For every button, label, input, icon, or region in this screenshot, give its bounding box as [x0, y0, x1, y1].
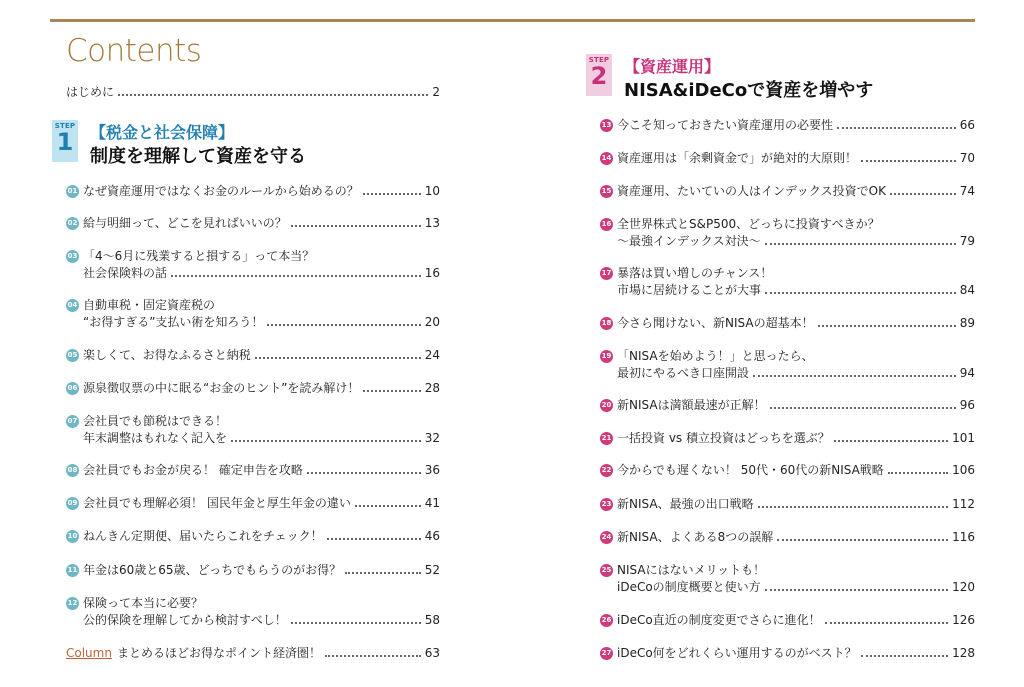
- leader-dots: [861, 655, 948, 657]
- toc-entry-line: [83, 413, 440, 429]
- toc-entry-line: [617, 462, 975, 478]
- page-number: 84: [959, 283, 975, 297]
- toc-entry-title: 年末調整はもれなく記入を: [83, 431, 228, 445]
- leader-dots: [765, 292, 956, 294]
- toc-entry[interactable]: [66, 562, 440, 579]
- leader-dots: [255, 357, 421, 359]
- page-number: 58: [424, 613, 440, 627]
- toc-entry-line: [617, 579, 975, 595]
- step-word: STEP: [588, 56, 610, 64]
- chapter-number-badge: 17: [600, 267, 613, 280]
- toc-entry-text: [83, 297, 440, 330]
- leader-dots: [231, 440, 421, 442]
- chapter-number-badge: 23: [600, 498, 613, 511]
- leader-dots: [890, 193, 956, 195]
- toc-entry[interactable]: [600, 612, 975, 629]
- chapter-number-badge: 04: [66, 299, 79, 312]
- chapter-number-badge: 22: [600, 464, 613, 477]
- toc-entry[interactable]: [66, 495, 440, 512]
- page-number: 94: [959, 366, 975, 380]
- toc-entry-text: [617, 430, 975, 446]
- chapter-number-badge: 08: [66, 464, 79, 477]
- leader-dots: [291, 225, 421, 227]
- toc-entry-line: [83, 314, 440, 330]
- toc-entry-title: 「4〜6月に残業すると損する」って本当？: [83, 249, 315, 263]
- toc-entry-line: [83, 495, 440, 511]
- toc-entry[interactable]: [66, 413, 440, 447]
- chapter-number-badge: 12: [66, 597, 79, 610]
- step-number: 1: [56, 128, 74, 156]
- toc-entry-title: 会社員でも理解必須！ 国民年金と厚生年金の違い: [83, 496, 351, 510]
- toc-entry-line: [617, 117, 975, 133]
- page-number: 66: [959, 118, 975, 132]
- leader-dots: [777, 539, 948, 541]
- leader-dots: [171, 275, 421, 277]
- chapter-number-badge: 15: [600, 185, 613, 198]
- page-number: 24: [424, 348, 440, 362]
- toc-entry-line: [617, 183, 975, 199]
- toc-entry-text: [617, 150, 975, 166]
- toc-entry-title: NISAにはないメリットも！: [617, 563, 766, 577]
- toc-entry-title: 会社員でも節税はできる！: [83, 414, 228, 428]
- toc-entry-line: [83, 215, 440, 231]
- toc-entry[interactable]: [66, 462, 440, 479]
- toc-entry-title: 一括投資 vs 積立投資はどっちを選ぶ？: [617, 431, 830, 445]
- leader-dots: [770, 407, 956, 409]
- toc-entry-text: [617, 348, 975, 381]
- toc-entry-line: [617, 150, 975, 166]
- toc-entry-line: [617, 348, 975, 364]
- toc-entry-text: [83, 183, 440, 199]
- leader-dots: [325, 655, 421, 657]
- leader-dots: [355, 505, 421, 507]
- toc-entry-title: 自動車税・固定資産税の: [83, 298, 216, 312]
- page-number: 120: [952, 580, 975, 594]
- toc-entry-line: [83, 528, 440, 544]
- intro-title: はじめに: [66, 85, 115, 99]
- top-rule: [50, 19, 975, 22]
- chapter-number-badge: 18: [600, 317, 613, 330]
- toc-entry-title: 全世界株式とS&P500、どっちに投資すべきか？: [617, 217, 880, 231]
- toc-entry-line: [83, 297, 440, 313]
- step2-header: [586, 54, 966, 104]
- toc-entry-text: [83, 248, 440, 281]
- toc-entry-line: [617, 645, 975, 661]
- toc-entry-title: 今さら聞けない、新NISAの超基本！: [617, 316, 814, 330]
- toc-entry[interactable]: [600, 265, 975, 299]
- page-number: 74: [959, 184, 975, 198]
- leader-dots: [765, 243, 956, 245]
- toc-entry[interactable]: [66, 380, 440, 397]
- toc-entry-line: [83, 612, 440, 628]
- toc-entry[interactable]: [600, 529, 975, 546]
- column-title: まとめるほどお得なポイント経済圏！: [116, 646, 321, 660]
- toc-entry[interactable]: [600, 348, 975, 382]
- page-number: 20: [424, 315, 440, 329]
- toc-entry-line: [83, 248, 440, 264]
- toc-entry-title: 社会保険料の話: [83, 266, 168, 280]
- toc-entry-title: iDeCoの制度概要と使い方: [617, 580, 761, 594]
- toc-entry-title: 〜最強インデックス対決〜: [617, 234, 761, 248]
- step2-badge: [586, 54, 612, 96]
- toc-entry-line: [617, 282, 975, 298]
- leader-dots: [888, 472, 948, 474]
- toc-entry-text: [617, 315, 975, 331]
- toc-entry-text: [617, 462, 975, 478]
- toc-entry-title: 資産運用は「余剰資金で」が絶対的大原則！: [617, 151, 858, 165]
- toc-entry-title: 新NISA、よくある8つの誤解: [617, 530, 774, 544]
- toc-entry[interactable]: [66, 183, 440, 200]
- toc-entry[interactable]: [600, 315, 975, 332]
- toc-entry-line: [83, 562, 440, 578]
- page-number: 16: [424, 266, 440, 280]
- toc-entry-title: 給与明細って、どこを見ればいいの？: [83, 216, 287, 230]
- page-number: 116: [952, 530, 975, 544]
- toc-entry[interactable]: [66, 215, 440, 232]
- toc-entry-text: [617, 216, 975, 249]
- page-number: 10: [424, 184, 440, 198]
- step-word: STEP: [54, 122, 76, 130]
- toc-entry-title: ねんきん定期便、届いたらこれをチェック！: [83, 529, 323, 543]
- page-number: 63: [424, 646, 440, 660]
- step1-title: 制度を理解して資産を守る: [90, 146, 306, 167]
- toc-entry[interactable]: [600, 430, 975, 447]
- toc-entry-line: [83, 462, 440, 478]
- leader-dots: [753, 375, 956, 377]
- chapter-number-badge: 14: [600, 152, 613, 165]
- leader-dots: [307, 472, 421, 474]
- toc-entry-title: 資産運用、たいていの人はインデックス投資でOK: [617, 184, 886, 198]
- page-number: 46: [424, 529, 440, 543]
- toc-entry-title: iDeCo直近の制度変更でさらに進化！: [617, 613, 821, 627]
- page-number: 112: [952, 497, 975, 511]
- toc-entry[interactable]: [600, 462, 975, 479]
- page-number: 13: [424, 216, 440, 230]
- toc-entry[interactable]: [600, 150, 975, 167]
- toc-entry[interactable]: [66, 595, 440, 629]
- step1-badge: [52, 120, 78, 162]
- toc-entry-title: 新NISAは満額最速が正解！: [617, 398, 766, 412]
- page-number: 126: [952, 613, 975, 627]
- page-number: 106: [952, 463, 975, 477]
- toc-entry-line: [617, 233, 975, 249]
- toc-entry-line: [83, 265, 440, 281]
- page-number: 70: [959, 151, 975, 165]
- chapter-number-badge: 09: [66, 497, 79, 510]
- toc-entry-text: [617, 529, 975, 545]
- leader-dots: [291, 622, 421, 624]
- step-number: 2: [590, 62, 608, 90]
- page-number: 2: [432, 85, 440, 99]
- page-number: 52: [424, 563, 440, 577]
- toc-entry-title: なぜ資産運用ではなくお金のルールから始めるの？: [83, 184, 359, 198]
- leader-dots: [758, 506, 949, 508]
- toc-entry-title: iDeCo何をどれくらい運用するのがベスト？: [617, 646, 857, 660]
- toc-entry-text: [83, 347, 440, 363]
- page-number: 32: [424, 431, 440, 445]
- toc-entry-text: [617, 645, 975, 661]
- toc-entry-line: [617, 365, 975, 381]
- page-number: 96: [959, 398, 975, 412]
- toc-entry[interactable]: [600, 117, 975, 134]
- leader-dots: [345, 572, 421, 574]
- toc-entry-line: [83, 183, 440, 199]
- toc-entry[interactable]: [600, 216, 975, 250]
- chapter-number-badge: 25: [600, 564, 613, 577]
- toc-entry-text: [617, 183, 975, 199]
- chapter-number-badge: 27: [600, 647, 613, 660]
- toc-entry-title: 公的保険を理解してから検討すべし！: [83, 613, 287, 627]
- toc-entry-text: [83, 462, 440, 478]
- leader-dots: [363, 193, 421, 195]
- toc-entry-line: [617, 397, 975, 413]
- page-number: 101: [952, 431, 975, 445]
- leader-dots: [327, 538, 421, 540]
- toc-entry-title: 暴落は買い増しのチャンス！: [617, 266, 773, 280]
- step2-category: 【資産運用】: [624, 57, 721, 76]
- leader-dots: [118, 94, 428, 96]
- toc-entry-line: [617, 216, 975, 232]
- toc-entry-text: [83, 495, 440, 511]
- toc-entry-line: [617, 265, 975, 281]
- chapter-number-badge: 06: [66, 382, 79, 395]
- toc-entry-title: 最初にやるべき口座開設: [617, 366, 750, 380]
- toc-entry-title: 「NISAを始めよう！」と思ったら、: [617, 349, 814, 363]
- toc-entry-text: [83, 413, 440, 446]
- toc-entry-line: [617, 496, 975, 512]
- toc-entry[interactable]: [600, 183, 975, 200]
- chapter-number-badge: 02: [66, 217, 79, 230]
- page-number: 41: [424, 496, 440, 510]
- toc-entry[interactable]: [600, 645, 975, 662]
- page-number: 89: [959, 316, 975, 330]
- step1-header: [52, 120, 432, 170]
- leader-dots: [825, 622, 948, 624]
- column-label: Column: [66, 646, 112, 660]
- toc-entry-line: [617, 430, 975, 446]
- chapter-number-badge: 11: [66, 564, 79, 577]
- toc-entry-text: [83, 215, 440, 231]
- toc-entry-text: [617, 397, 975, 413]
- leader-dots: [818, 325, 956, 327]
- page-number: 36: [424, 463, 440, 477]
- chapter-number-badge: 16: [600, 218, 613, 231]
- chapter-number-badge: 05: [66, 349, 79, 362]
- leader-dots: [363, 390, 420, 392]
- toc-entry-title: 今こそ知っておきたい資産運用の必要性: [617, 118, 834, 132]
- toc-entry-title: “お得すぎる”支払い術を知ろう！: [83, 315, 264, 329]
- leader-dots: [861, 160, 956, 162]
- leader-dots: [837, 127, 956, 129]
- toc-entry-text: [617, 562, 975, 595]
- toc-entry-text: [617, 117, 975, 133]
- toc-entry-title: 新NISA、最強の出口戦略: [617, 497, 754, 511]
- chapter-number-badge: 01: [66, 185, 79, 198]
- chapter-number-badge: 07: [66, 415, 79, 428]
- leader-dots: [765, 589, 948, 591]
- toc-entry[interactable]: [66, 528, 440, 545]
- toc-entry-text: [83, 562, 440, 578]
- toc-entry-text: [617, 612, 975, 628]
- chapter-number-badge: 21: [600, 432, 613, 445]
- step1-category: 【税金と社会保障】: [90, 123, 235, 142]
- toc-entry-title: 今からでも遅くない！ 50代・60代の新NISA戦略: [617, 463, 884, 477]
- toc-entry-text: [617, 265, 975, 298]
- chapter-number-badge: 20: [600, 399, 613, 412]
- toc-entry-text: [83, 528, 440, 544]
- toc-entry[interactable]: [600, 562, 975, 596]
- toc-entry-line: [617, 529, 975, 545]
- toc-entry-line: [617, 315, 975, 331]
- toc-entry[interactable]: [66, 297, 440, 331]
- toc-entry-column[interactable]: [66, 645, 440, 661]
- chapter-number-badge: 24: [600, 531, 613, 544]
- toc-entry-line: [83, 347, 440, 363]
- toc-entry-intro[interactable]: [66, 84, 440, 100]
- toc-entry-line: [83, 595, 440, 611]
- toc-entry-title: 市場に居続けることが大事: [617, 283, 762, 297]
- toc-entry-text: [83, 380, 440, 396]
- toc-entry-text: [617, 496, 975, 512]
- toc-entry-title: 保険って本当に必要？: [83, 596, 204, 610]
- toc-entry-line: [617, 612, 975, 628]
- toc-entry-title: 会社員でもお金が戻る！ 確定申告を攻略: [83, 463, 303, 477]
- page-title: Contents: [66, 33, 202, 69]
- page-number: 28: [424, 381, 440, 395]
- toc-entry-line: [83, 430, 440, 446]
- toc-entry[interactable]: [66, 347, 440, 364]
- page-number: 128: [952, 646, 975, 660]
- toc-entry-title: 年金は60歳と65歳、どっちでもらうのがお得？: [83, 563, 342, 577]
- toc-entry-text: [83, 595, 440, 628]
- chapter-number-badge: 26: [600, 614, 613, 627]
- toc-entry-title: 楽しくて、お得なふるさと納税: [83, 348, 251, 362]
- toc-entry[interactable]: [66, 248, 440, 282]
- toc-entry-line: [83, 380, 440, 396]
- step2-title: NISA&iDeCoで資産を増やす: [624, 80, 874, 101]
- toc-entry-line: [617, 562, 975, 578]
- page-number: 79: [959, 234, 975, 248]
- leader-dots: [834, 440, 948, 442]
- toc-entry[interactable]: [600, 496, 975, 513]
- chapter-number-badge: 13: [600, 119, 613, 132]
- chapter-number-badge: 03: [66, 250, 79, 263]
- chapter-number-badge: 19: [600, 350, 613, 363]
- leader-dots: [267, 324, 420, 326]
- toc-entry[interactable]: [600, 397, 975, 414]
- toc-entry-title: 源泉徴収票の中に眠る“お金のヒント”を読み解け！: [83, 381, 360, 395]
- chapter-number-badge: 10: [66, 530, 79, 543]
